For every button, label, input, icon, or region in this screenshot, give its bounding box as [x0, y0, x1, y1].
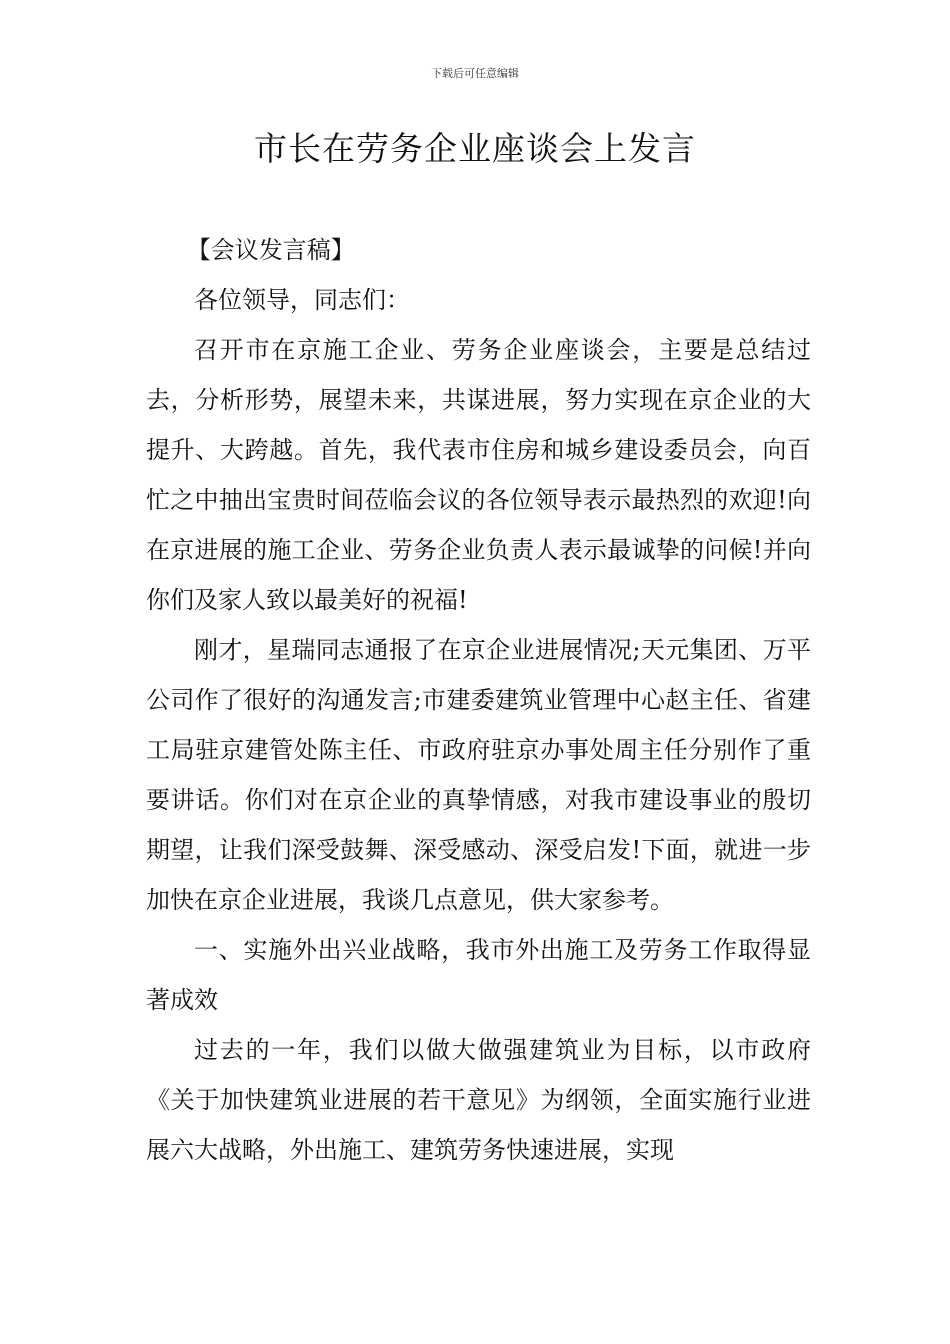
document-body — [146, 225, 811, 1175]
body-paragraph: 过去的一年，我们以做大做强建筑业为目标，以市政府《关于加快建筑业进展的若干意见》为纲领，全面实施行业进展六大战略，外出施工、建筑劳务快速进展，实现 — [146, 1036, 811, 1164]
section-heading: 一、实施外出兴业战略，我市外出施工及劳务工作取得显著成效 — [146, 936, 811, 1014]
header-note: 下载后可任意编辑 — [431, 67, 519, 80]
document-type-tag: 【会议发言稿】 — [186, 236, 355, 264]
salutation: 各位领导，同志们： — [194, 286, 410, 314]
body-paragraph: 召开市在京施工企业、劳务企业座谈会，主要是总结过去，分析形势，展望未来，共谋进展，努力实现在京企业的大提升、大跨越。首先，我代表市住房和城乡建设委员会，向百忙之中抽出宝贵时间莅临会议的各位领导表示最热烈的欢迎!向在京进展的施工企业、劳务企业负责人表示最诚挚的问候!并向你们及家人致以最美好的祝福! — [146, 336, 811, 614]
body-paragraph: 刚才，星瑞同志通报了在京企业进展情况;天元集团、万平公司作了很好的沟通发言;市建委建筑业管理中心赵主任、省建工局驻京建管处陈主任、市政府驻京办事处周主任分别作了重要讲话。你们对在京企业的真挚情感，对我市建设事业的殷切期望，让我们深受鼓舞、深受感动、深受启发!下面，就进一步加快在京企业进展，我谈几点意见，供大家参考。 — [146, 636, 811, 914]
page-title: 市长在劳务企业座谈会上发言 — [254, 129, 696, 168]
